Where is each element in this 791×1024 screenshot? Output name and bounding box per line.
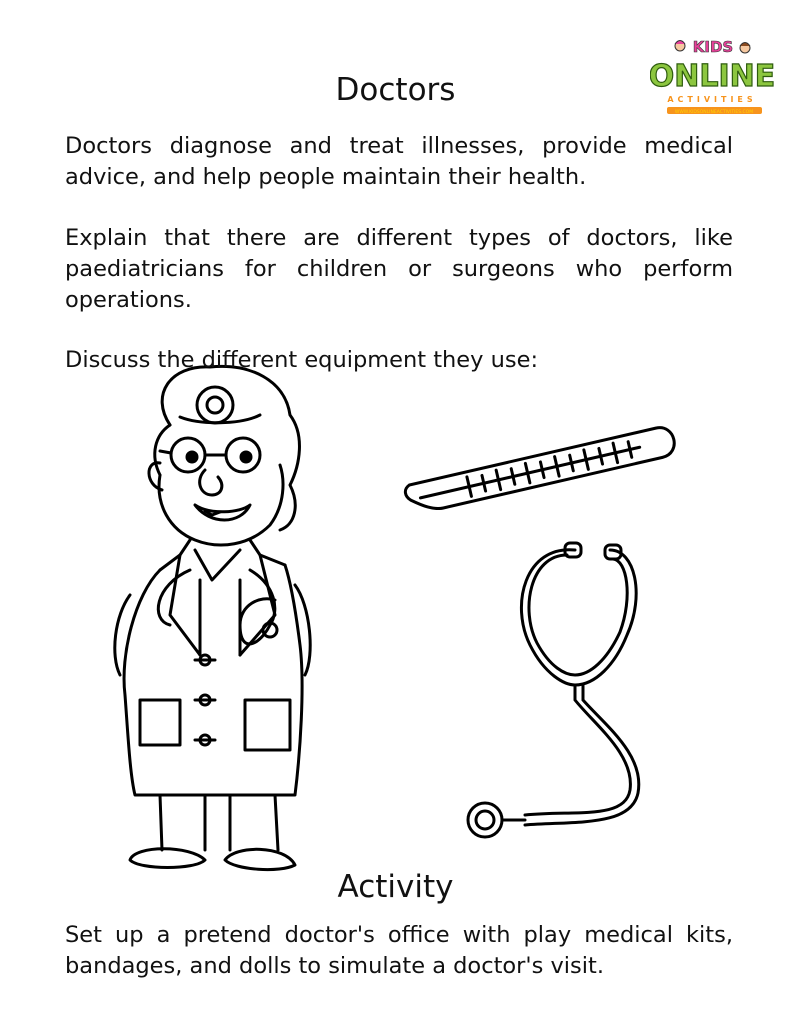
logo-kids-text: KIDS	[692, 38, 734, 56]
doctor-types-paragraph: Explain that there are different types of doctors, like paediatricians for children or surgeons who perform operations.	[65, 225, 733, 313]
stethoscope-illustration	[455, 535, 675, 845]
logo-activities-text: ACTIVITIES	[667, 95, 757, 104]
doctor-illustration	[100, 355, 330, 890]
logo-url-text: WWW.KIDSONLINEACTIVITIES.COM	[674, 110, 754, 115]
activity-paragraph: Set up a pretend doctor's office with play medical kits, bandages, and dolls to simulate a doctor's visit.	[65, 922, 733, 979]
activity-heading: Activity	[337, 869, 454, 905]
intro-paragraph: Doctors diagnose and treat illnesses, provide medical advice, and help people maintain their health.	[65, 133, 733, 190]
page-title: Doctors	[335, 72, 456, 108]
thermometer-illustration	[395, 410, 685, 510]
equipment-paragraph: Discuss the different equipment they use:	[65, 347, 539, 373]
logo-online-text: ONLINE	[650, 59, 775, 94]
